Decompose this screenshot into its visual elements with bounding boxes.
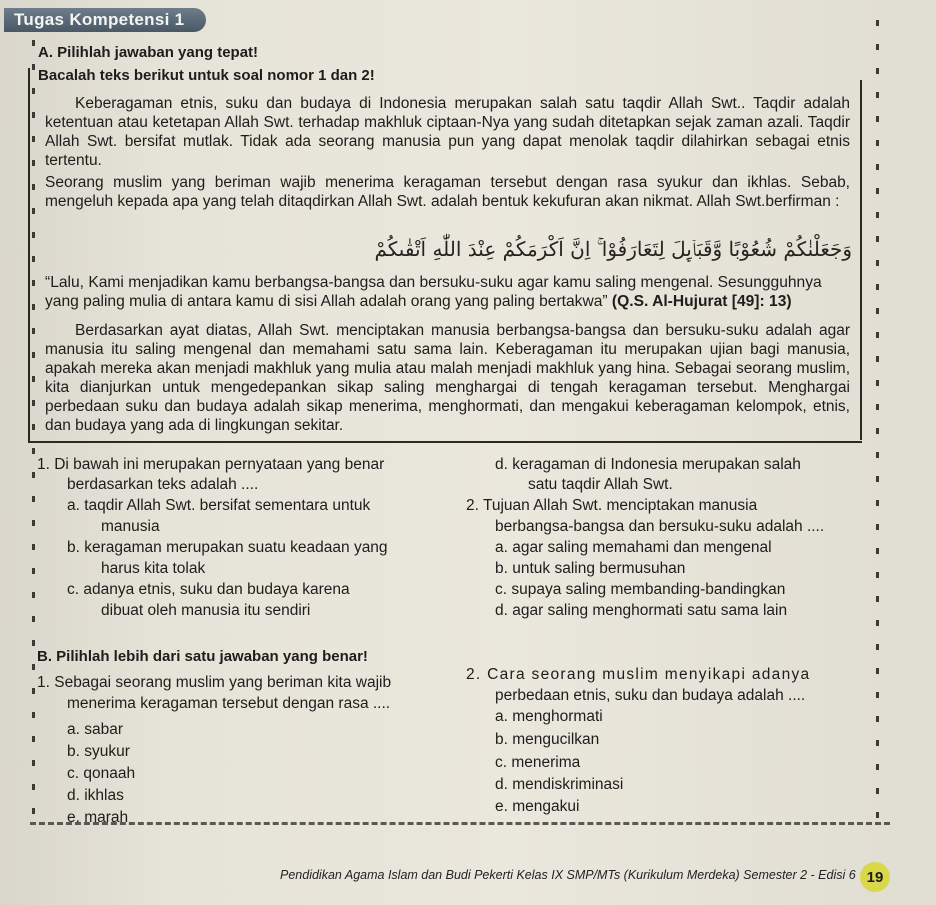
- passage-paragraph-3: Berdasarkan ayat diatas, Allah Swt. menciptakan manusia berbangsa-bangsa dan bersuku-suku adalah agar manusia itu saling mengenal dan memahami satu sama lain. Keberagaman itu merupakan ujian bagi manusia, apakah mereka akan menjadi makhluk yang mulia atau malah menjadi makhluk yang hina. Sebagai seorang muslim, kita dianjurkan untuk mengedepankan sikap saling menghargai di tengah keragaman tersebut. Menghargai perbedaan suku dan budaya adalah sikap menerima, menghormati, dan mengakui keberagaman kelompok, etnis, dan budaya yang ada di lingkungan sekitar.: [45, 322, 850, 434]
- section-b-heading: B. Pilihlah lebih dari satu jawaban yang benar!: [37, 648, 368, 665]
- passage-paragraph-1: Keberagaman etnis, suku dan budaya di Indonesia merupakan salah satu taqdir Allah Swt.. Taqdir adalah ketentuan atau ketetapan Allah Swt. terhadap makhluk ciptaan-Nya yang sudah ditetapkan sejak zaman azali. Taqdir Allah Swt. bersifat mutlak. Tidak ada seorang manusia pun yang dapat menolak taqdir dilahirkan sebagai etnis tertentu.: [45, 95, 850, 169]
- left-margin-rail: [32, 40, 35, 820]
- b-q2-stem-line1: 2. Cara seorang muslim menyikapi adanya: [466, 666, 811, 683]
- b-q2-option-c[interactable]: c. menerima: [495, 754, 581, 771]
- b-q2-option-e[interactable]: e. mengakui: [495, 798, 580, 815]
- bottom-dashed-divider: [30, 822, 890, 825]
- a-q2-option-c[interactable]: c. supaya saling membanding-bandingkan: [495, 581, 786, 598]
- b-q2-stem-line2: perbedaan etnis, suku dan budaya adalah ....: [495, 687, 806, 704]
- a-q1-stem-line2: berdasarkan teks adalah ....: [67, 476, 259, 493]
- a-q1-option-c[interactable]: c. adanya etnis, suku dan budaya karena: [67, 581, 350, 598]
- a-q1-option-b-cont: harus kita tolak: [101, 560, 206, 577]
- passage-box-left-border: [28, 68, 30, 443]
- book-footer: Pendidikan Agama Islam dan Budi Pekerti Kelas IX SMP/MTs (Kurikulum Merdeka) Semester 2 - Edisi 6: [280, 868, 856, 882]
- b-q1-option-e[interactable]: e. marah: [67, 809, 129, 826]
- quran-verse-arabic: وَجَعَلْنٰكُمْ شُعُوْبًا وَّقَبَاۤىِٕلَ لِتَعَارَفُوْا ۚ اِنَّ اَكْرَمَكُمْ عِنْدَ اللّٰهِ اَتْقٰىكُمْ: [374, 237, 852, 261]
- a-q1-option-a[interactable]: a. taqdir Allah Swt. bersifat sementara untuk: [67, 497, 371, 514]
- b-q1-option-a[interactable]: a. sabar: [67, 721, 124, 738]
- a-q2-stem-line2: berbangsa-bangsa dan bersuku-suku adalah ....: [495, 518, 825, 535]
- b-q1-stem-line1: 1. Sebagai seorang muslim yang beriman kita wajib: [37, 674, 392, 691]
- reading-instruction: Bacalah teks berikut untuk soal nomor 1 dan 2!: [38, 67, 375, 84]
- b-q1-option-b[interactable]: b. syukur: [67, 743, 130, 760]
- a-q2-stem-line1: 2. Tujuan Allah Swt. menciptakan manusia: [466, 497, 758, 514]
- b-q2-option-b[interactable]: b. mengucilkan: [495, 731, 600, 748]
- passage-box-bottom-border: [28, 441, 862, 443]
- right-margin-rail: [876, 20, 879, 820]
- task-badge: Tugas Kompetensi 1: [4, 8, 206, 32]
- verse-translation: [45, 273, 850, 311]
- section-a-heading: A. Pilihlah jawaban yang tepat!: [38, 44, 259, 61]
- b-q1-option-d[interactable]: d. ikhlas: [67, 787, 124, 804]
- b-q2-option-d[interactable]: d. mendiskriminasi: [495, 776, 624, 793]
- a-q1-stem-line1: 1. Di bawah ini merupakan pernyataan yang benar: [37, 456, 385, 473]
- passage-paragraph-2: Seorang muslim yang beriman wajib menerima keragaman tersebut dengan rasa syukur dan ikhlas. Sebab, mengeluh kepada apa yang telah ditaqdirkan Allah Swt. adalah bentuk kekufuran akan nikmat. Allah Swt.berfirman :: [45, 174, 850, 210]
- b-q1-option-c[interactable]: c. qonaah: [67, 765, 136, 782]
- a-q1-option-d[interactable]: d. keragaman di Indonesia merupakan salah: [495, 456, 801, 473]
- a-q1-option-c-cont: dibuat oleh manusia itu sendiri: [101, 602, 311, 619]
- b-q1-stem-line2: menerima keragaman tersebut dengan rasa ....: [67, 695, 391, 712]
- a-q1-option-b[interactable]: b. keragaman merupakan suatu keadaan yang: [67, 539, 388, 556]
- verse-reference: (Q.S. Al-Hujurat [49]: 13): [607, 293, 792, 310]
- a-q2-option-b[interactable]: b. untuk saling bermusuhan: [495, 560, 686, 577]
- a-q2-option-d[interactable]: d. agar saling menghormati satu sama lain: [495, 602, 788, 619]
- a-q1-option-d-cont: satu taqdir Allah Swt.: [528, 476, 673, 493]
- passage-box-right-border: [860, 80, 862, 440]
- a-q1-option-a-cont: manusia: [101, 518, 160, 535]
- page-number-badge: 19: [860, 862, 890, 892]
- verse-translation-text: “Lalu, Kami menjadikan kamu berbangsa-bangsa dan bersuku-suku agar kamu saling mengenal. Sesungguhnya yang paling mulia di antara kamu di sisi Allah adalah orang yang paling bertakwa”: [45, 274, 822, 310]
- a-q2-option-a[interactable]: a. agar saling memahami dan mengenal: [495, 539, 772, 556]
- b-q2-option-a[interactable]: a. menghormati: [495, 708, 603, 725]
